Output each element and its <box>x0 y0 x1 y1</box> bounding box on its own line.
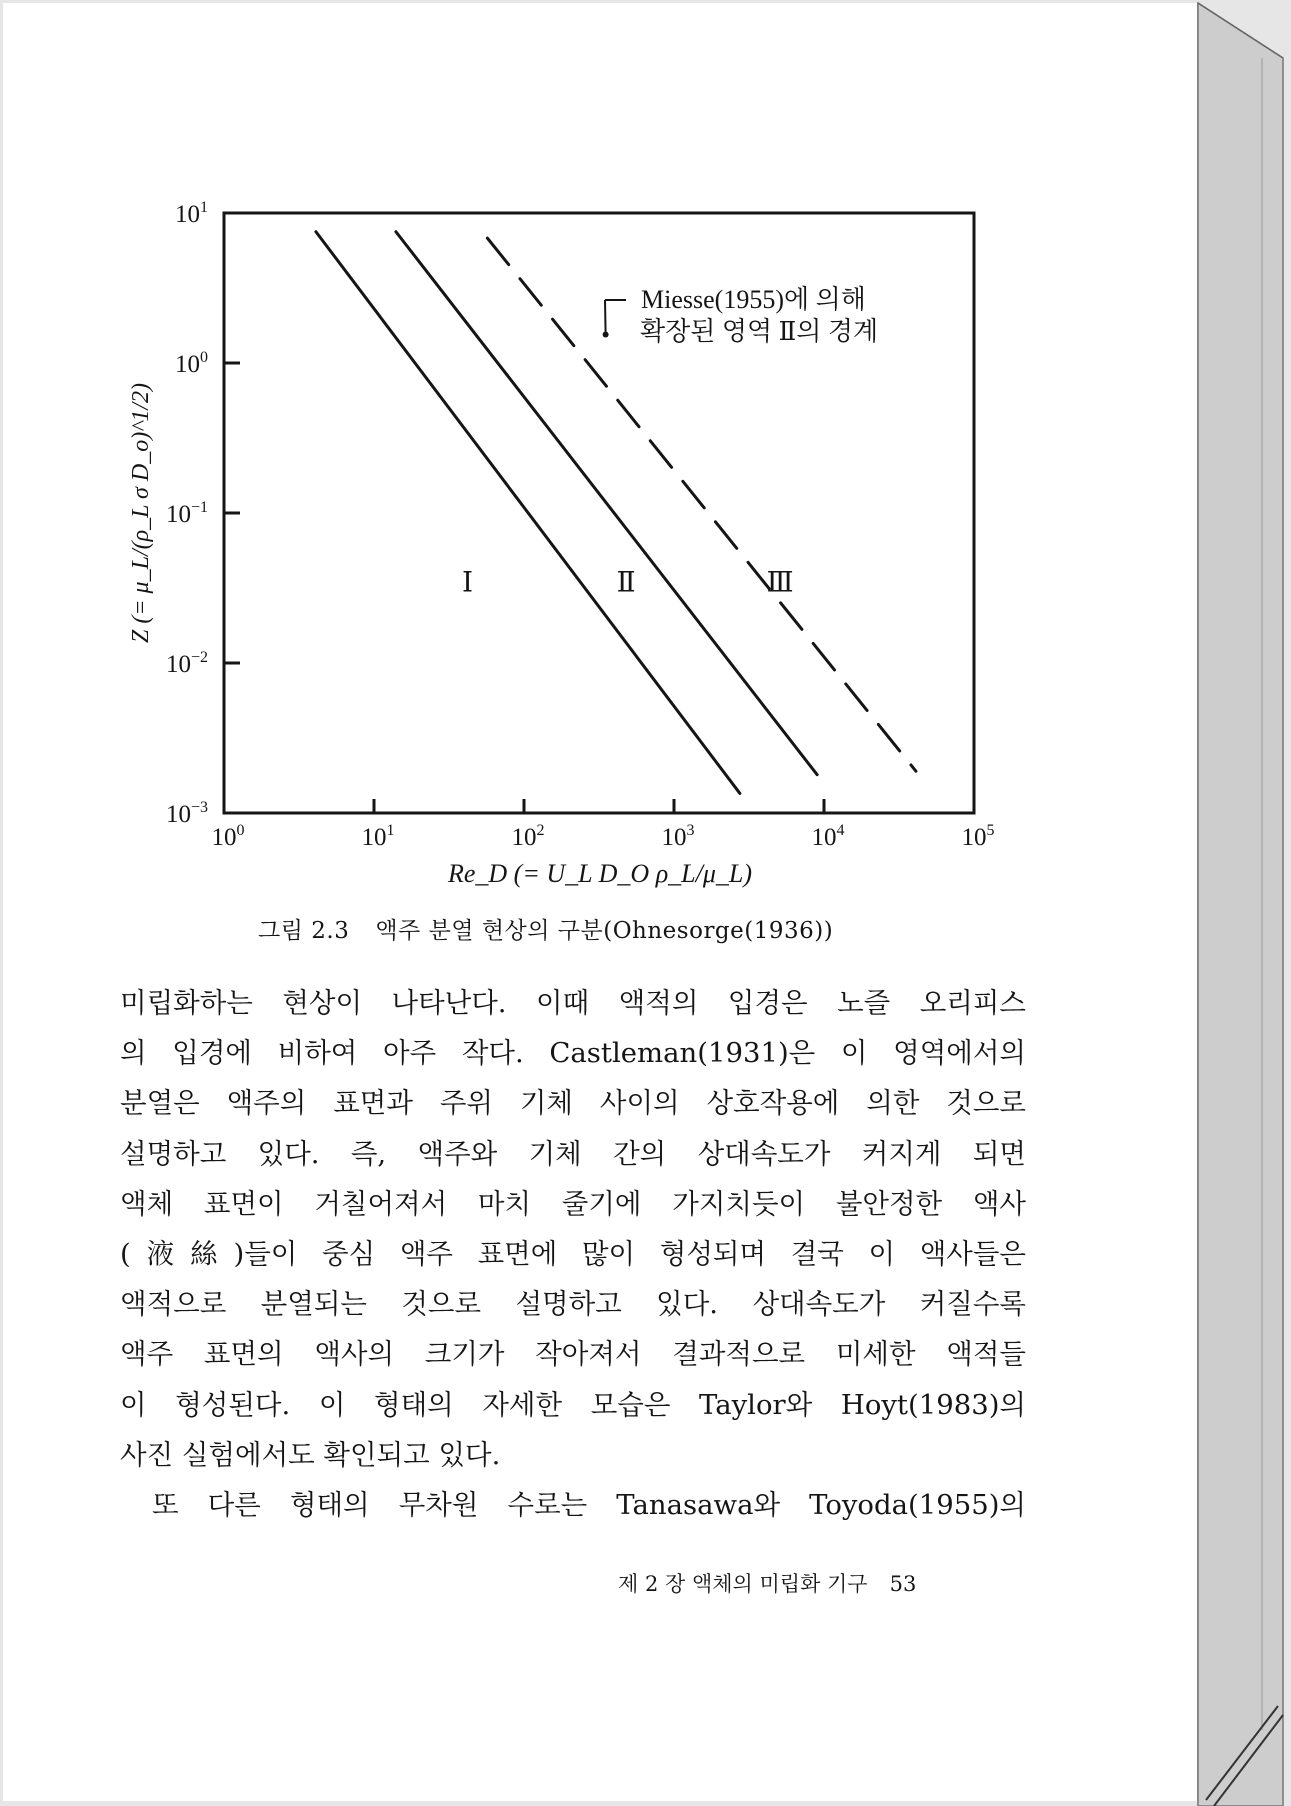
x-tick-label: $10^3$ <box>661 822 695 851</box>
axis-ticks <box>224 363 824 813</box>
x-tick-label: $10^4$ <box>811 822 845 851</box>
y-axis-title: Z (= μ_L/(ρ_L σ D_o)^1/2) <box>128 383 154 643</box>
region-label: Ⅱ <box>616 567 636 599</box>
body-line: 액적으로 분열되는 것으로 설명하고 있다. 상대속도가 커질수록 <box>120 1288 1026 1321</box>
y-tick-label: $10^{-1}$ <box>165 499 208 528</box>
annotation-leader-arrow <box>605 300 606 334</box>
region-labels <box>462 567 794 598</box>
annotation-line-2: 확장된 영역 Ⅱ의 경계 <box>640 317 879 346</box>
x-tick-label: $10^2$ <box>511 822 545 851</box>
region-label: Ⅲ <box>766 567 794 599</box>
y-tick-label: $10^{-3}$ <box>165 799 208 828</box>
page-number: 53 <box>889 1572 917 1596</box>
x-tick-label: $10^0$ <box>211 822 245 851</box>
x-tick-label: $10^1$ <box>361 822 395 851</box>
x-axis-title: Re_D (= U_L D_O ρ_L/μ_L) <box>447 859 753 888</box>
annotation-arrowhead <box>603 331 609 337</box>
body-line: 액체 표면이 거칠어져서 마치 줄기에 가지치듯이 불안정한 액사 <box>120 1187 1026 1220</box>
series-lines <box>316 232 916 794</box>
x-tick-label: $10^5$ <box>961 822 995 851</box>
body-line: 사진 실험에서도 확인되고 있다. <box>120 1438 501 1471</box>
y-axis-label <box>128 383 154 643</box>
x-tick-labels <box>212 822 995 851</box>
annotation <box>603 285 878 346</box>
figure-caption-text: 액주 분열 현상의 구분(Ohnesorge(1936)) <box>375 918 834 944</box>
page-footer <box>618 1568 916 1598</box>
body-line: 액주 표면의 액사의 크기가 작아져서 결과적으로 미세한 액적들 <box>120 1338 1026 1371</box>
body-paragraph <box>120 978 1026 1530</box>
annotation-line-1: Miesse(1955)에 의해 <box>641 285 866 314</box>
y-tick-label: $10^{-2}$ <box>165 649 208 678</box>
body-line: (液絲)들이 중심 액주 표면에 많이 형성되며 결국 이 액사들은 <box>120 1238 1026 1271</box>
body-line: 의 입경에 비하여 아주 작다. Castleman(1931)은 이 영역에서의 <box>120 1037 1026 1070</box>
body-line: 분열은 액주의 표면과 주위 기체 사이의 상호작용에 의한 것으로 <box>120 1087 1026 1120</box>
figure-number: 그림 2.3 <box>258 918 350 944</box>
chapter-title: 제 2 장 액체의 미립화 기구 <box>618 1572 868 1596</box>
y-tick-label: $10^0$ <box>175 349 208 378</box>
body-line: 설명하고 있다. 즉, 액주와 기체 간의 상대속도가 커지게 되면 <box>120 1137 1026 1170</box>
y-tick-labels <box>166 199 208 828</box>
series-line <box>316 232 740 794</box>
body-line: 미립화하는 현상이 나타난다. 이때 액적의 입경은 노즐 오리피스 <box>120 987 1026 1019</box>
body-line: 또 다른 형태의 무차원 수로는 Tanasawa와 Toyoda(1955)의 <box>152 1489 1026 1522</box>
figure-caption <box>258 912 978 945</box>
body-line: 이 형성된다. 이 형태의 자세한 모습은 Taylor와 Hoyt(1983)의 <box>120 1388 1026 1421</box>
y-tick-label: $10^1$ <box>175 199 208 228</box>
region-label: Ⅰ <box>461 567 474 599</box>
